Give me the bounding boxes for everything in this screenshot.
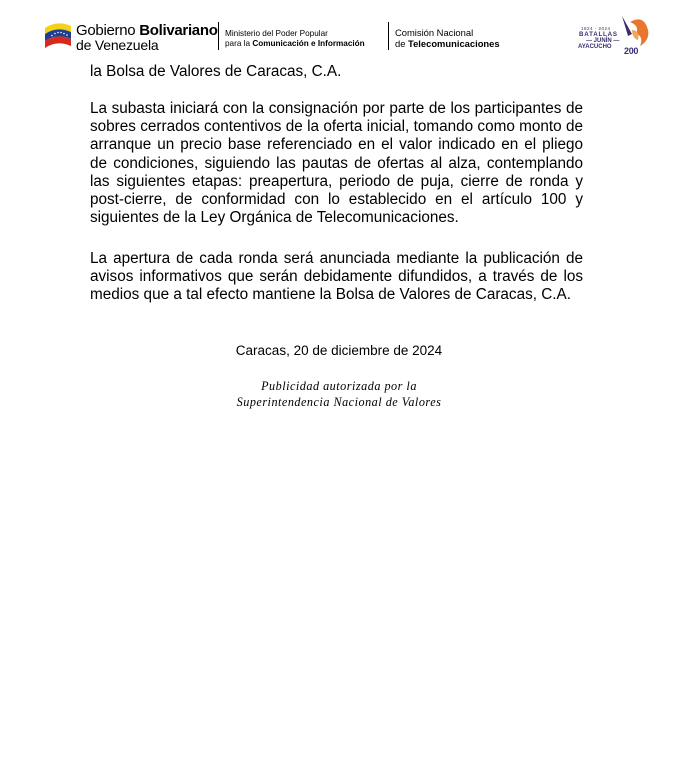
- government-country: de Venezuela: [76, 37, 159, 53]
- government-name-normal: Gobierno: [76, 22, 140, 39]
- anniversary-title-1: BATALLAS: [579, 31, 618, 38]
- commission-line-2-bold: Telecomunicaciones: [408, 38, 500, 49]
- commission-line-1: Comisión Nacional: [395, 27, 474, 38]
- page-header: [0, 0, 678, 62]
- date-line: Caracas, 20 de diciembre de 2024: [235, 343, 443, 358]
- anniversary-years: 1824 - 2024: [581, 26, 611, 31]
- ministry-line-1: Ministerio del Poder Popular: [225, 29, 328, 38]
- ministry-line-2-bold: Comunicación e Información: [252, 39, 365, 48]
- ministry-name: [225, 29, 365, 49]
- publicity-line-2: Superintendencia Nacional de Valores: [236, 394, 442, 409]
- header-divider: [388, 22, 389, 50]
- bicentennial-logo: [576, 12, 656, 60]
- header-divider: [218, 22, 219, 50]
- venezuela-flag-icon: [43, 18, 73, 52]
- commission-line-2-normal: de: [395, 38, 409, 49]
- ministry-line-2-normal: para la: [225, 39, 253, 48]
- paragraph-intro: la Bolsa de Valores de Caracas, C.A.: [90, 63, 342, 80]
- anniversary-title-3: AYACUCHO: [578, 44, 612, 50]
- government-name-bold: Bolivariano: [139, 22, 218, 39]
- publicity-line-1: Publicidad autorizada por la: [261, 379, 417, 393]
- anniversary-number: 200: [624, 46, 639, 56]
- commission-name: [395, 27, 500, 49]
- publicity-notice: [0, 379, 678, 410]
- paragraph-rounds: La apertura de cada ronda será anunciada mediante la publicación de avisos informativos que serán debidamente difundidos, a través de los medios que a tal efecto mantiene la Bolsa de Valores de Caracas, C.A.: [90, 250, 583, 304]
- government-name: [76, 23, 218, 53]
- anniversary-title-2: — JUNÍN —: [586, 38, 620, 44]
- paragraph-auction: La subasta iniciará con la consignación por parte de los participantes de sobres cerrados contentivos de la oferta inicial, tomando como monto de arranque un precio base referenciado en el valor indicado en el pliego de condiciones, siguiendo las pautas de ofertas al alza, contemplando las siguientes etapas: preapertura, periodo de puja, cierre de ronda y post-cierre, de conformidad con lo establecido en el artículo 100 y siguientes de la Ley Orgánica de Telecomunicaciones.: [90, 100, 583, 227]
